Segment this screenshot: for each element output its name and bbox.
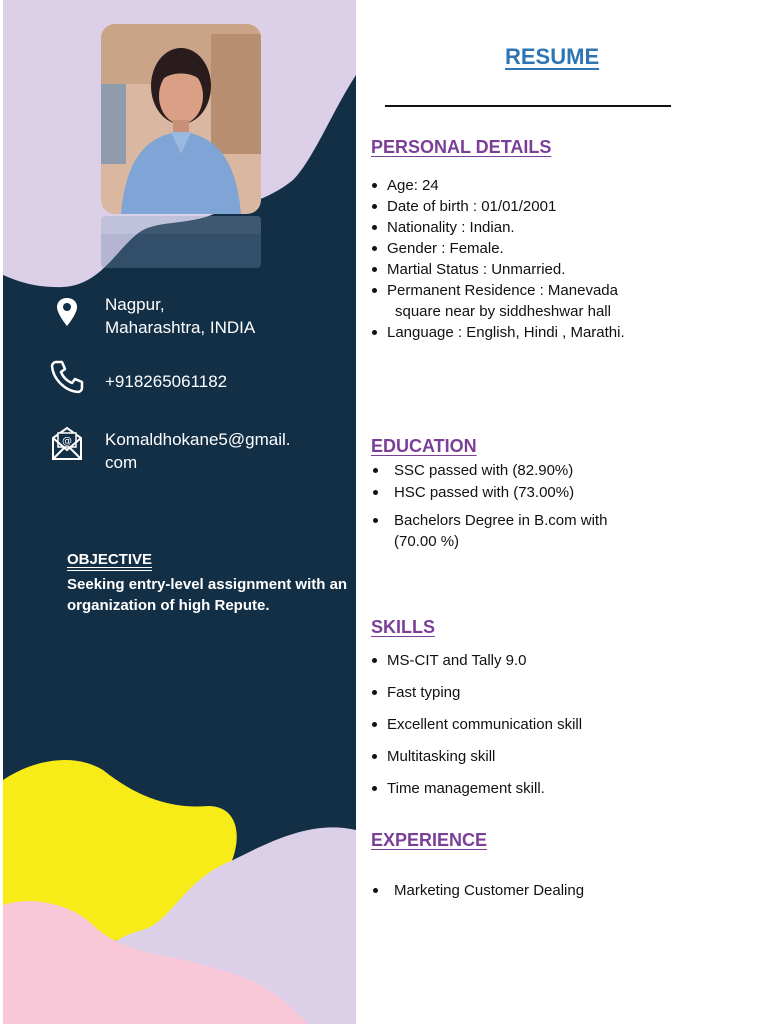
personal-details-list bbox=[369, 175, 759, 343]
list-item-continuation-text: square near by siddheshwar hall bbox=[395, 303, 611, 320]
education-list bbox=[369, 460, 759, 552]
list-item: Permanent Residence : Manevada bbox=[369, 280, 759, 301]
list-item-continuation bbox=[369, 301, 759, 322]
list-item: HSC passed with (73.00%) bbox=[369, 482, 759, 503]
list-item: Date of birth : 01/01/2001 bbox=[369, 196, 759, 217]
location-pin-icon bbox=[47, 290, 87, 330]
list-item: Time management skill. bbox=[369, 778, 759, 799]
list-item: Language : English, Hindi , Marathi. bbox=[369, 322, 759, 343]
list-item: Fast typing bbox=[369, 682, 759, 703]
profile-photo-reflection bbox=[101, 216, 261, 268]
list-item: Bachelors Degree in B.com with bbox=[369, 510, 759, 531]
skills-list bbox=[369, 650, 759, 799]
list-item-continuation bbox=[369, 531, 759, 552]
email-icon bbox=[47, 424, 87, 464]
list-item: Marketing Customer Dealing bbox=[369, 880, 759, 901]
list-item: Nationality : Indian. bbox=[369, 217, 759, 238]
objective-title: OBJECTIVE bbox=[67, 551, 153, 568]
list-item: MS-CIT and Tally 9.0 bbox=[369, 650, 759, 671]
location-text: Nagpur, Maharashtra, INDIA bbox=[105, 295, 256, 337]
skills-title: SKILLS bbox=[371, 617, 436, 637]
profile-photo bbox=[101, 24, 261, 214]
objective-text: Seeking entry-level assignment with an organization of high Repute. bbox=[67, 576, 348, 614]
education-title: EDUCATION bbox=[371, 436, 477, 456]
list-item: Excellent communication skill bbox=[369, 714, 759, 735]
list-item-continuation-text: (70.00 %) bbox=[394, 533, 460, 550]
list-item: Multitasking skill bbox=[369, 746, 759, 767]
experience-list bbox=[369, 880, 759, 901]
email-text: Komaldhokane5@gmail. com bbox=[105, 430, 291, 472]
personal-details-title: PERSONAL DETAILS bbox=[371, 137, 552, 157]
phone-icon bbox=[47, 356, 87, 396]
left-panel bbox=[3, 0, 356, 1024]
list-item: Gender : Female. bbox=[369, 238, 759, 259]
list-item: Martial Status : Unmarried. bbox=[369, 259, 759, 280]
resume-title: RESUME bbox=[505, 44, 600, 69]
svg-text:@: @ bbox=[62, 436, 72, 447]
list-item: Age: 24 bbox=[369, 175, 759, 196]
phone-text: +918265061182 bbox=[105, 372, 228, 391]
title-divider bbox=[385, 105, 671, 107]
list-item: SSC passed with (82.90%) bbox=[369, 460, 759, 481]
experience-title: EXPERIENCE bbox=[371, 830, 488, 850]
